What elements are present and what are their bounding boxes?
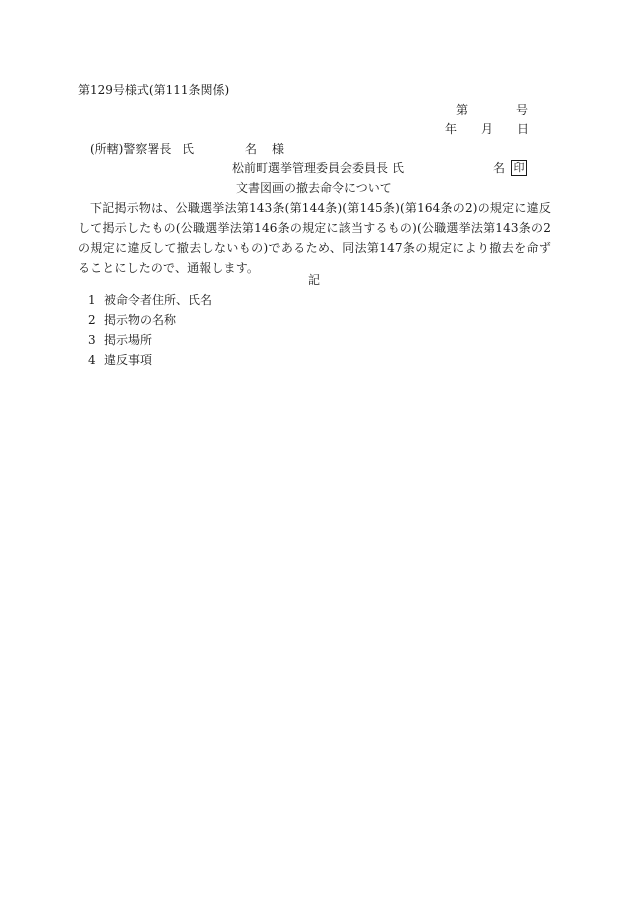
item-number: 1 [88, 293, 96, 307]
form-label: 第129号様式(第111条関係) [78, 83, 230, 97]
date-year-label: 年 [445, 122, 458, 136]
document-subject: 文書図画の撤去命令について [236, 181, 392, 195]
addressee-title: (所轄)警察署長 [90, 142, 172, 156]
addressee-name-family-label: 氏 [182, 142, 195, 156]
item-number: 3 [88, 333, 96, 347]
item-text: 掲示場所 [104, 333, 153, 347]
item-number: 2 [88, 313, 96, 327]
body-paragraph: 下記掲示物は、公職選挙法第143条(第144条)(第145条)(第164条の2)の規定に違反して掲示したもの(公職選挙法第146条の規定に該当するもの)(公職選挙法第143条の2の規定に違反して撤去しないもの)であるため、同法第147条の規定により撤去を命ずることにしたので、通報します。 [78, 201, 551, 275]
addressee-name-given-label: 名 [245, 142, 258, 156]
date-month-label: 月 [481, 122, 494, 136]
sender-name-family-label: 氏 [392, 161, 405, 175]
item-text: 掲示物の名称 [104, 313, 177, 327]
sender-title: 松前町選挙管理委員会委員長 [232, 161, 389, 175]
ki-heading: 記 [308, 273, 321, 287]
document-number-prefix: 第 [456, 103, 469, 117]
document-number-suffix: 号 [516, 103, 529, 117]
sender-name-given-label: 名 [493, 161, 506, 175]
item-number: 4 [88, 353, 96, 367]
item-text: 違反事項 [104, 353, 153, 367]
date-day-label: 日 [517, 122, 530, 136]
seal-stamp: 印 [511, 160, 527, 176]
item-text: 被命令者住所、氏名 [104, 293, 213, 307]
addressee-honorific: 様 [272, 142, 285, 156]
